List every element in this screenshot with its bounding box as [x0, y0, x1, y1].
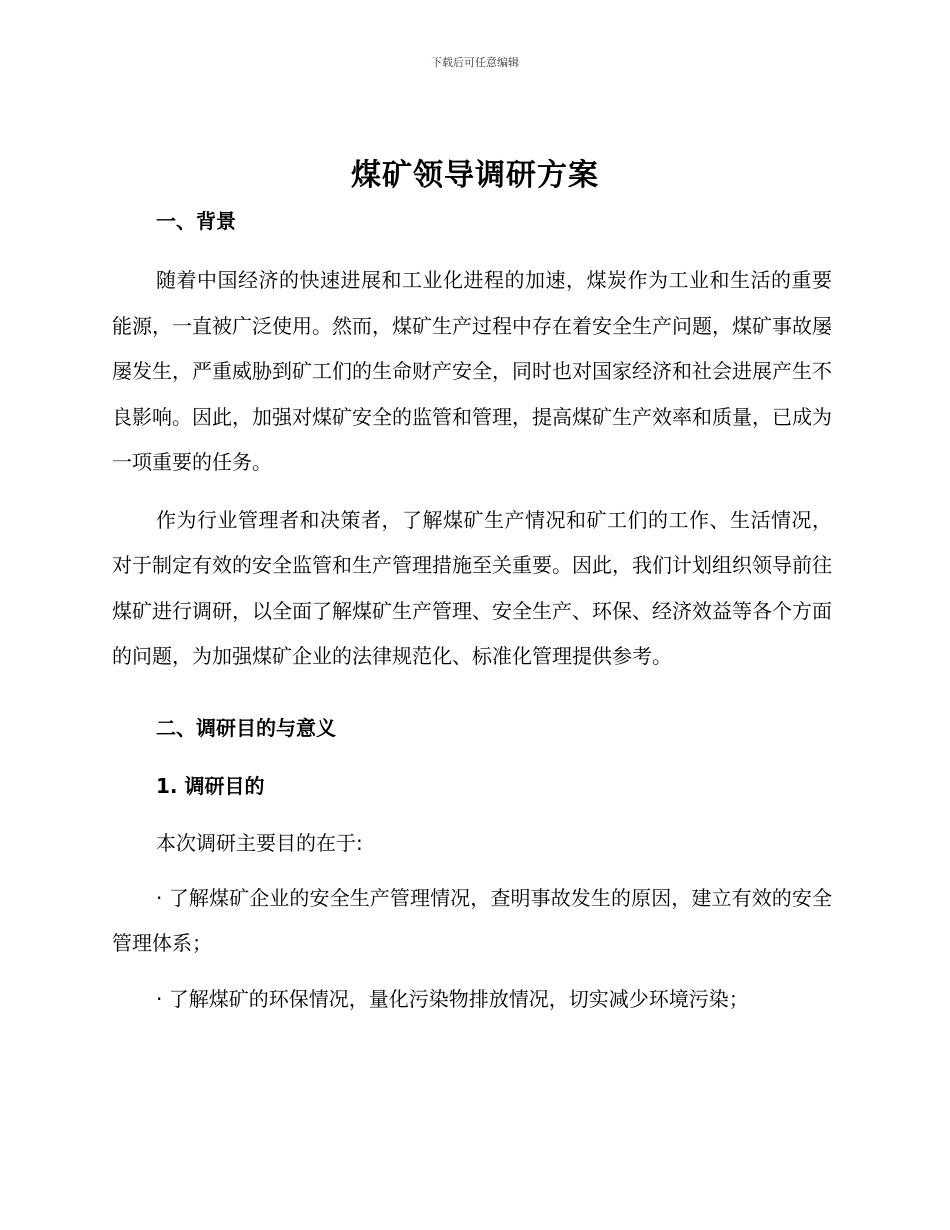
section-heading-purpose: 二、调研目的与意义 — [156, 715, 336, 740]
document-title: 煤矿领导调研方案 — [351, 158, 599, 193]
purpose-list-item: · 了解煤矿企业的安全生产管理情况，查明事故发生的原因，建立有效的安全管理体系； — [112, 885, 832, 955]
section-heading-background: 一、背景 — [156, 209, 236, 233]
document-body — [112, 205, 832, 1022]
background-paragraph-2: 作为行业管理者和决策者，了解煤矿生产情况和矿工们的工作、生活情况，对于制定有效的安全监管和生产管理措施至关重要。因此，我们计划组织领导前往煤矿进行调研，以全面了解煤矿生产管理、安全生产、环保、经济效益等各个方面的问题，为加强煤矿企业的法律规范化、标准化管理提供参考。 — [112, 507, 832, 668]
purpose-intro: 本次调研主要目的在于: — [156, 830, 363, 855]
subsection-heading-purpose: 1. 调研目的 — [156, 773, 265, 798]
purpose-list-item: · 了解煤矿的环保情况，量化污染物排放情况，切实减少环境污染； — [156, 986, 749, 1011]
background-paragraph-1: 随着中国经济的快速进展和工业化进程的加速，煤炭作为工业和生活的重要能源，一直被广泛使用。然而，煤矿生产过程中存在着安全生产问题，煤矿事故屡屡发生，严重威胁到矿工们的生命财产安全，同时也对国家经济和社会进展产生不良影响。因此，加强对煤矿安全的监管和管理，提高煤矿生产效率和质量，已成为一项重要的任务。 — [112, 268, 832, 474]
header-note: 下载后可任意编辑 — [431, 56, 519, 69]
